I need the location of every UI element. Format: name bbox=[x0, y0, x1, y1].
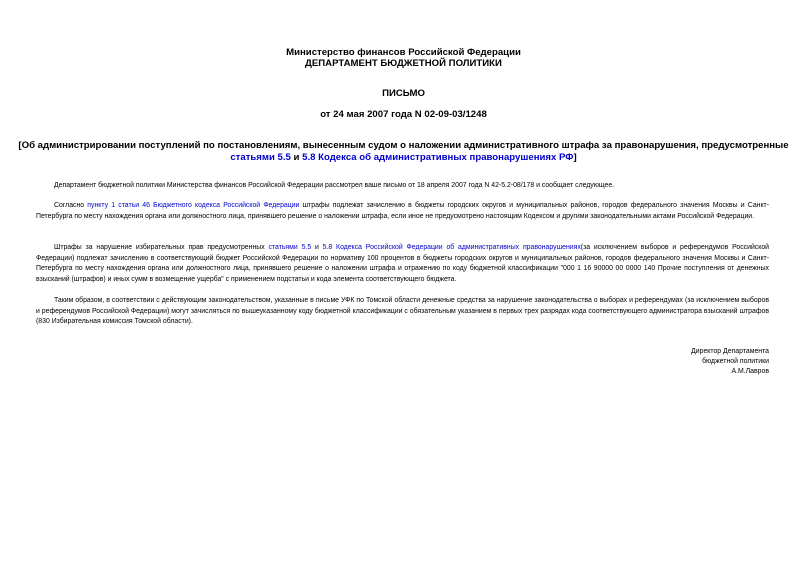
subject-text: [Об администрировании поступлений по постановлениям, вынесенным судом о наложении административного штрафа за правонарушения, предусмотренные bbox=[18, 140, 789, 151]
subject-and: и bbox=[290, 152, 303, 163]
paragraph-3 bbox=[36, 243, 769, 285]
paragraph-2-rest: штрафы подлежат зачислению в бюджеты городских округов и муниципальных районов, городов федерального значения Москвы и Санкт-Петербурга по месту нахождения органа или должностного лица, принявшего решение о наложении штрафа, если иное не предусмотрено настоящим Кодексом и другими законодательными актами Российской Федерации. bbox=[36, 202, 769, 220]
paragraph-4 bbox=[36, 296, 769, 328]
signature-title: Директор Департамента bbox=[691, 348, 769, 355]
link-article-5-8-koap[interactable]: 5.8 Кодекса Российской Федерации об административных правонарушениях bbox=[322, 244, 581, 251]
paragraph-1 bbox=[36, 181, 769, 192]
paragraph-4-text: Таким образом, в соответствии с действующим законодательством, указанные в письме УФК по Томской области денежные средства за нарушение законодательства о выборах и референдумах (за исключением выборов и референдумов Российской Федерации) могут зачисляться по вышеуказанному коду бюджетной классификации с обязательным указанием в первых трех разрядах кода соответствующего администратора взысканий штрафов (830 Избирательная комиссия Томской области). bbox=[36, 297, 769, 326]
paragraph-3-rest: (за исключением выборов и референдумов Российской Федерации) подлежат зачислению в соответствующий бюджет Российской Федерации по нормативу 100 процентов в бюджеты городских округов и муниципальных районов, городов федерального значения Москвы и Санкт-Петербурга по месту нахождения органа или должностного лица, принявшего решение о наложении штрафа и отражению по коду бюджетной классификации "000 1 16 90000 00 0000 140 Прочие поступления от денежных взысканий (штрафов) и иных сумм в возмещение ущерба" с применением подстатьи и кода элемента соответствующего бюджета. bbox=[36, 244, 770, 283]
subject-end: ] bbox=[573, 152, 577, 163]
document-date-number: от 24 мая 2007 года N 02-09-03/1248 bbox=[320, 109, 487, 120]
paragraph-1-text: Департамент бюджетной политики Министерства финансов Российской Федерации рассмотрел ваше письмо от 18 апреля 2007 года N 42-5.2-08/178 и сообщает следующее. bbox=[54, 182, 615, 189]
subject-link-article-5-8[interactable]: 5.8 Кодекса об административных правонарушениях РФ bbox=[302, 152, 574, 163]
link-budget-code-article-46[interactable]: пункту 1 статьи 46 Бюджетного кодекса Российской Федерации bbox=[87, 202, 300, 209]
subject-link-article-5-5[interactable]: статьями 5.5 bbox=[230, 152, 291, 163]
paragraph-3-and: и bbox=[311, 244, 323, 251]
paragraph-2-start: Согласно bbox=[54, 202, 88, 209]
ministry-name: Министерство финансов Российской Федерации bbox=[286, 47, 521, 58]
link-article-5-5[interactable]: статьями 5.5 bbox=[268, 244, 312, 251]
paragraph-2 bbox=[36, 201, 769, 222]
signature-name: А.М.Лавров bbox=[731, 368, 769, 375]
document-subject bbox=[0, 140, 807, 164]
department-name: ДЕПАРТАМЕНТ БЮДЖЕТНОЙ ПОЛИТИКИ bbox=[305, 58, 502, 69]
signature-department: бюджетной политики bbox=[702, 358, 769, 365]
paragraph-3-start: Штрафы за нарушение избирательных прав предусмотренных bbox=[54, 244, 269, 251]
document-type: ПИСЬМО bbox=[382, 88, 425, 99]
